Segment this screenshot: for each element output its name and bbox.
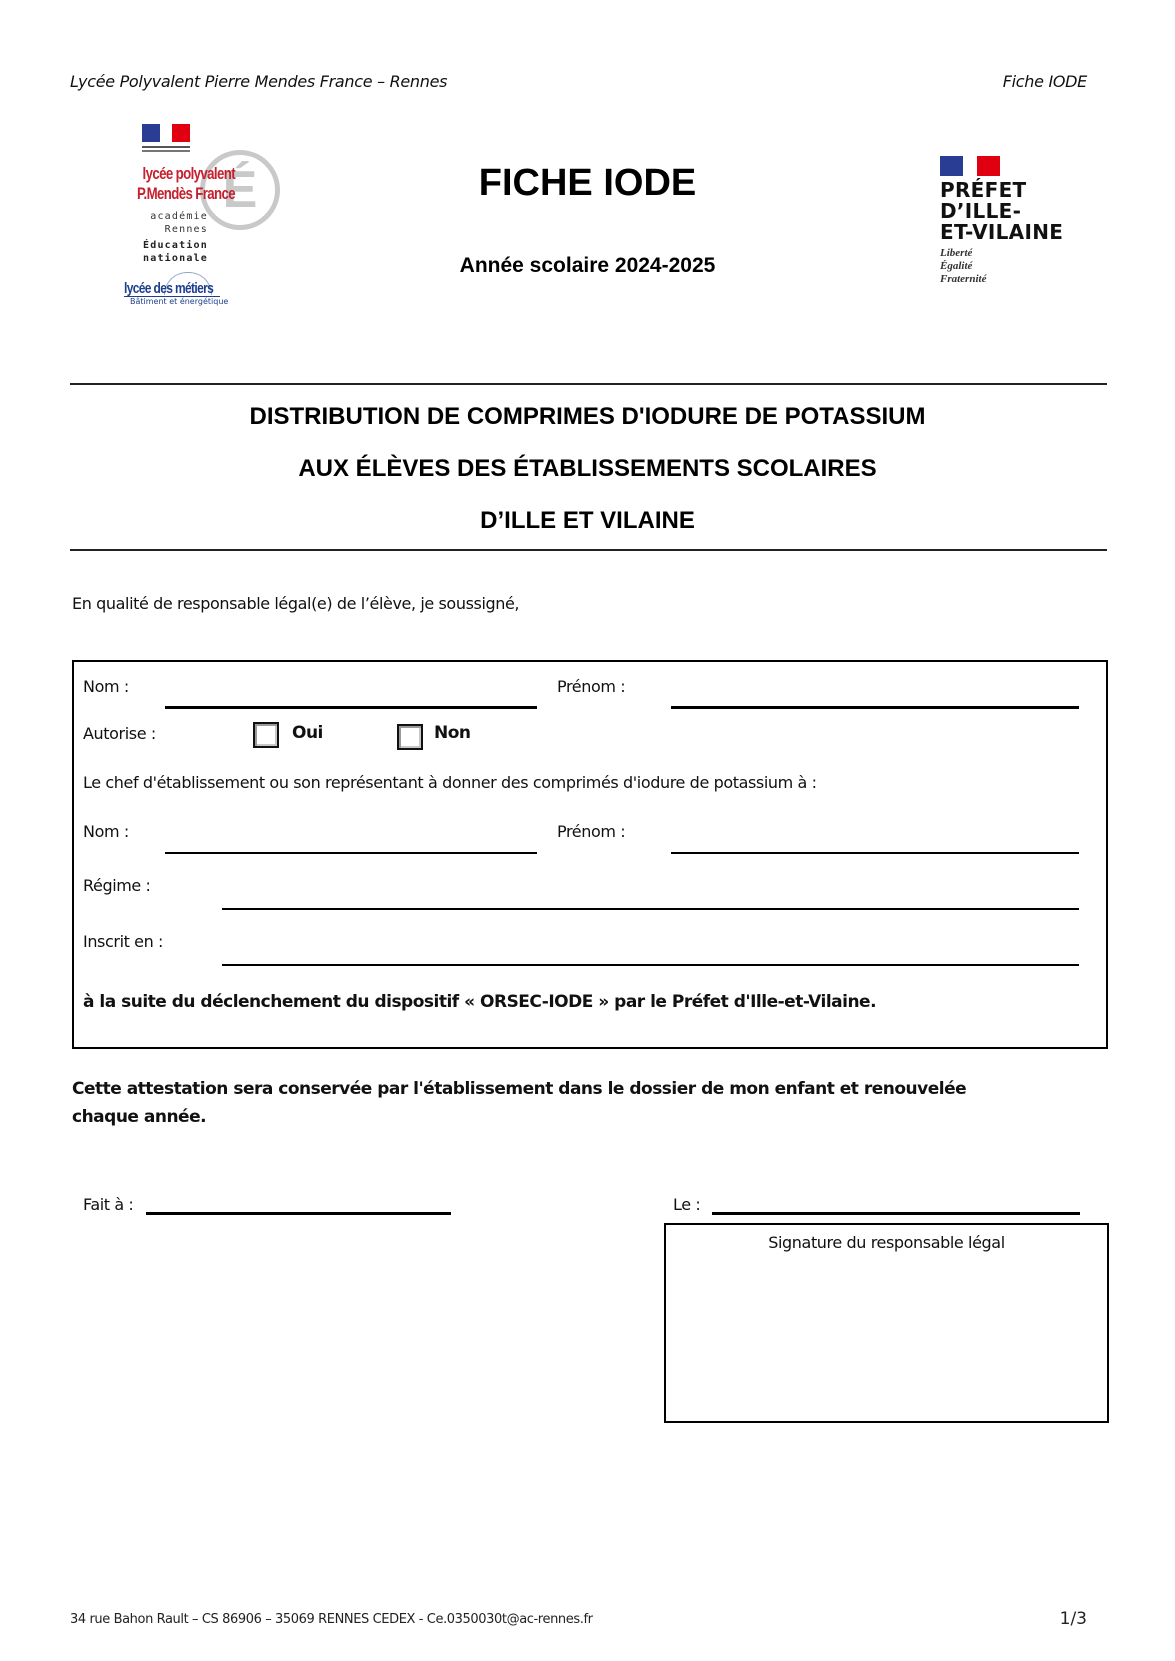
page-title: FICHE IODE [478, 162, 697, 204]
prenom-label: Prénom : [557, 677, 626, 696]
school-name-line2: P.Mendès France [137, 184, 235, 203]
page-number: 1/3 [1059, 1609, 1087, 1629]
fait-a-label: Fait à : [83, 1195, 134, 1214]
date-field[interactable] [712, 1212, 1080, 1215]
chef-text: Le chef d'établissement ou son représentant à donner des comprimés d'iodure de potassium à : [83, 773, 817, 792]
prenom-field[interactable] [671, 706, 1079, 709]
academie-line1: académie [150, 211, 208, 222]
metiers-brand: lycée des métiers [124, 280, 214, 297]
subheading-line2: AUX ÉLÈVES DES ÉTABLISSEMENTS SCOLAIRES [298, 455, 877, 482]
inscrit-label: Inscrit en : [83, 932, 164, 951]
non-label: Non [434, 723, 471, 743]
le-label: Le : [673, 1195, 701, 1214]
school-name-line1: lycée polyvalent [142, 164, 235, 183]
metiers-subtitle: Bâtiment et énergétique [130, 297, 229, 306]
attestation-line2: chaque année. [72, 1107, 207, 1127]
bottom-divider [70, 549, 1107, 551]
prefet-line3: ET-VILAINE [940, 220, 1064, 244]
marianne-flag-icon [940, 156, 1000, 176]
inscrit-field[interactable] [222, 964, 1079, 966]
education-e-logo-icon: É [200, 150, 280, 230]
top-divider [70, 383, 1107, 385]
motto-fraternite: Fraternité [940, 273, 987, 285]
school-year: Année scolaire 2024-2025 [459, 254, 716, 277]
signature-box-label: Signature du responsable légal [768, 1233, 1005, 1252]
prefet-logo [940, 156, 1070, 286]
footer-address: 34 rue Bahon Rault – CS 86906 – 35069 RENNES CEDEX - Ce.0350030t@ac-rennes.fr [70, 1612, 593, 1627]
nom-field[interactable] [165, 706, 537, 709]
prefet-line1: PRÉFET [940, 178, 1027, 202]
nom2-field[interactable] [165, 852, 537, 854]
academie-line2: Rennes [164, 224, 208, 235]
oui-checkbox[interactable] [253, 722, 279, 748]
non-checkbox[interactable] [397, 724, 423, 750]
school-logo [100, 118, 280, 328]
education-line2: nationale [143, 253, 208, 264]
lycee-des-metiers-logo [124, 280, 254, 306]
attestation-line1: Cette attestation sera conservée par l'établissement dans le dossier de mon enfant et renouvelée [72, 1079, 967, 1099]
regime-label: Régime : [83, 876, 151, 895]
motto-liberte: Liberté [940, 247, 973, 259]
nom2-label: Nom : [83, 822, 129, 841]
intro-text: En qualité de responsable légal(e) de l’élève, je soussigné, [72, 594, 520, 613]
subheading-line3: D’ILLE ET VILAINE [480, 507, 695, 534]
orsec-text: à la suite du déclenchement du dispositif « ORSEC-IODE » par le Préfet d'Ille-et-Vilaine. [83, 992, 877, 1012]
motto-egalite: Égalité [940, 260, 973, 272]
prenom2-label: Prénom : [557, 822, 626, 841]
regime-field[interactable] [222, 908, 1079, 910]
consent-form-box [72, 660, 1108, 1049]
republique-francaise-logo [142, 124, 190, 152]
marianne-flag-icon [142, 124, 190, 142]
prenom2-field[interactable] [671, 852, 1079, 854]
header-doc-name: Fiche IODE [1002, 72, 1087, 91]
signature-box[interactable] [664, 1223, 1109, 1423]
oui-label: Oui [292, 723, 323, 743]
prefet-line2: D’ILLE- [940, 199, 1022, 223]
education-line1: Éducation [143, 240, 208, 251]
fait-a-field[interactable] [146, 1212, 451, 1215]
autorise-label: Autorise : [83, 724, 156, 743]
subheading-line1: DISTRIBUTION DE COMPRIMES D'IODURE DE POTASSIUM [249, 403, 926, 430]
nom-label: Nom : [83, 677, 129, 696]
header-school-name: Lycée Polyvalent Pierre Mendes France – Rennes [70, 72, 448, 91]
